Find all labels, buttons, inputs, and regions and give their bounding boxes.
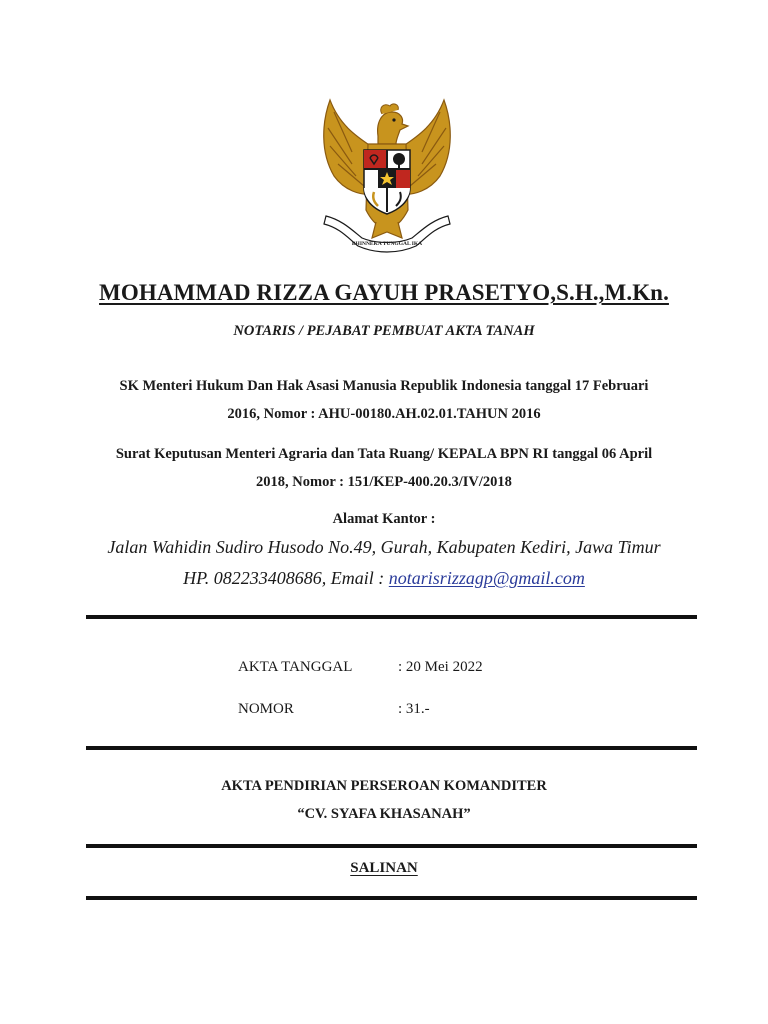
office-contact: [0, 568, 768, 589]
deed-date-label: AKTA TANGGAL: [238, 659, 353, 675]
bpn-decree-line2: 2018, Nomor : 151/KEP-400.20.3/IV/2018: [256, 474, 512, 490]
head: [378, 112, 408, 144]
divider-rule: [86, 615, 697, 619]
divider-rule: [86, 746, 697, 750]
phone-text: HP. 082233408686, Email :: [183, 568, 389, 588]
copy-label: SALINAN: [350, 860, 418, 876]
divider-rule: [86, 896, 697, 900]
notary-title: NOTARIS / PEJABAT PEMBUAT AKTA TANAH: [233, 323, 535, 339]
deed-number-value: : 31.-: [398, 701, 430, 717]
notary-name: MOHAMMAD RIZZA GAYUH PRASETYO,S.H.,M.Kn.: [99, 280, 669, 305]
deed-date-value: : 20 Mei 2022: [398, 659, 483, 675]
bpn-decree: [0, 440, 768, 496]
sk-decree: [0, 372, 768, 428]
sk-decree-line2: 2016, Nomor : AHU-00180.AH.02.01.TAHUN 2016: [227, 406, 541, 422]
svg-text:BHINNEKA TUNGGAL IKA: BHINNEKA TUNGGAL IKA: [351, 241, 423, 247]
office-address-label: Alamat Kantor :: [332, 511, 436, 527]
sk-decree-line1: SK Menteri Hukum Dan Hak Asasi Manusia Republik Indonesia tanggal 17 Februari: [119, 378, 649, 394]
email-link[interactable]: notarisrizzagp@gmail.com: [388, 568, 585, 588]
office-address: Jalan Wahidin Sudiro Husodo No.49, Gurah, Kabupaten Kediri, Jawa Timur: [107, 537, 661, 557]
garuda-pancasila-emblem: [312, 92, 462, 254]
deed-title: AKTA PENDIRIAN PERSEROAN KOMANDITER: [221, 778, 547, 794]
bpn-decree-line1: Surat Keputusan Menteri Agraria dan Tata Ruang/ KEPALA BPN RI tanggal 06 April: [115, 446, 653, 462]
company-name: “CV. SYAFA KHASANAH”: [297, 806, 471, 822]
deed-number-label: NOMOR: [238, 701, 294, 717]
divider-rule: [86, 844, 697, 848]
